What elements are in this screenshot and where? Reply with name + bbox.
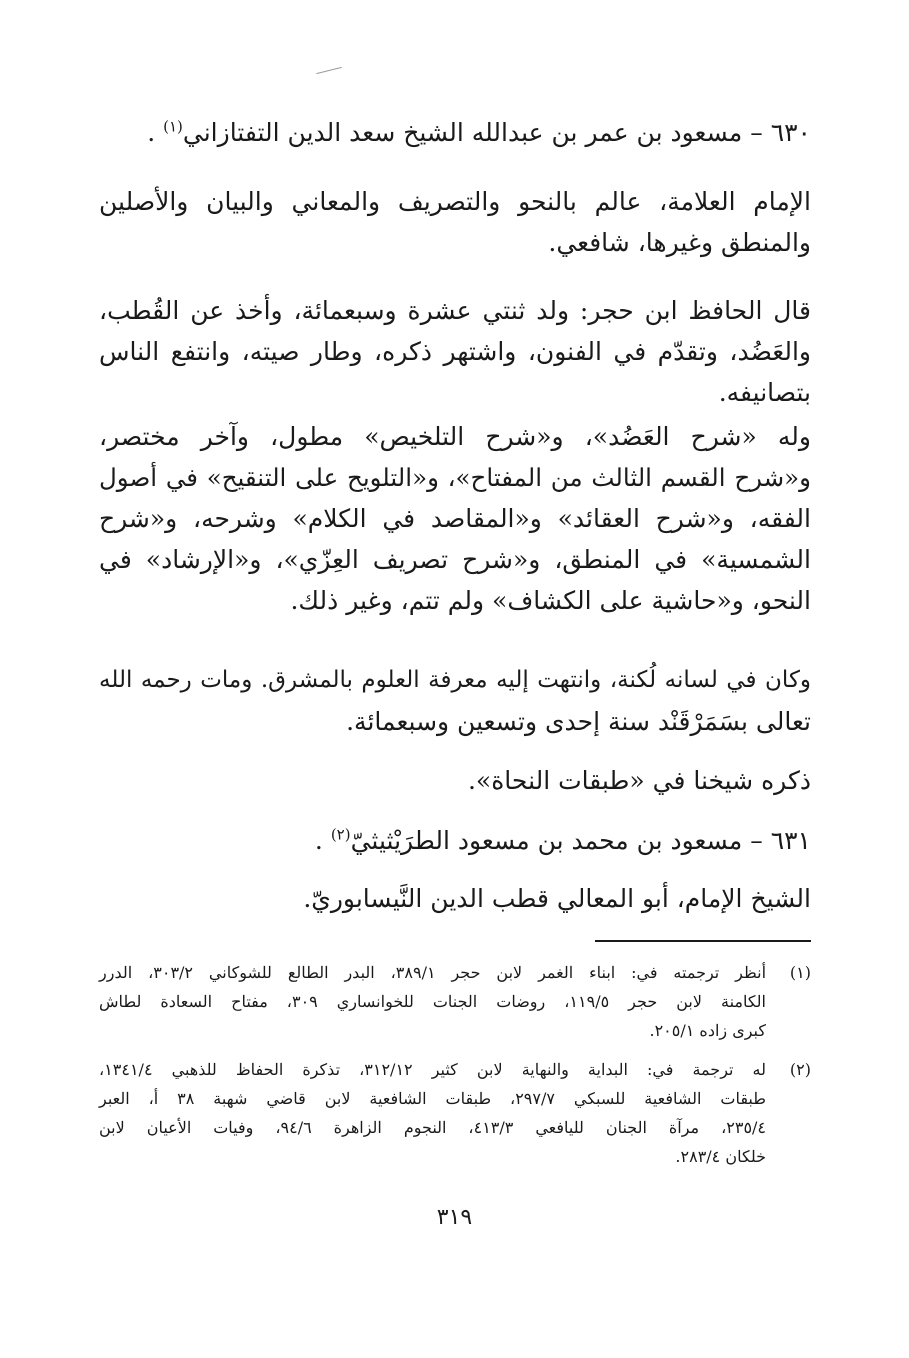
footnote-line: كبرى زاده ٢٠٥/١.: [649, 1021, 766, 1040]
footnote-ref-1[interactable]: (١): [163, 117, 183, 136]
footnote-line: له ترجمة في: البداية والنهاية لابن كثير ٣١٢/١٢، تذكرة الحفاظ للذهبي ١٣٤١/٤،: [99, 1060, 767, 1079]
paragraph-line: بتصانيفه.: [718, 378, 811, 407]
entry-heading-630: [99, 112, 811, 153]
paragraph-line: الإمام العلامة، عالم بالنحو والتصريف والمعاني والبيان والأصلين: [99, 187, 811, 216]
entry-heading-631: [99, 820, 811, 861]
footnote-body: [99, 1055, 766, 1171]
paragraph-line: والعَضُد، وتقدّم في الفنون، واشتهر ذكره، وطار صيته، وانتفع الناس: [99, 337, 811, 366]
paragraph-death: [99, 660, 811, 742]
paragraph-line: وله «شرح العَضُد»، و«شرح التلخيص» مطول، وآخر مختصر،: [99, 422, 811, 451]
footnote-ref-2[interactable]: (٢): [330, 825, 351, 844]
footnote-2: [99, 1055, 811, 1171]
footnote-number: (٢): [789, 1060, 811, 1079]
entry-heading-630-text: ٦٣٠ – مسعود بن عمر بن عبدالله الشيخ سعد الدين التفتازاني: [182, 118, 811, 147]
footnote-separator: [595, 940, 811, 942]
footnote-number: (١): [789, 963, 811, 982]
entry-heading-631-text: ٦٣١ – مسعود بن محمد بن مسعود الطرَيْثيثيّ: [350, 826, 811, 855]
paragraph-line: ذكره شيخنا في «طبقات النحاة».: [467, 766, 811, 795]
paragraph-line: الشيخ الإمام، أبو المعالي قطب الدين النَّيسابوريّ.: [303, 884, 811, 913]
paragraph-works: [99, 416, 811, 621]
paragraph-line: النحو، و«حاشية على الكشاف» ولم تتم، وغير ذلك.: [290, 586, 811, 615]
paragraph-description: [99, 181, 811, 263]
paragraph-ibn-hajar: [99, 290, 811, 413]
footnote-line: أنظر ترجمته في: ابناء الغمر لابن حجر ٣٨٩/١، البدر الطالع للشوكاني ٣٠٣/٢، الدرر: [99, 963, 767, 982]
paragraph-source: [99, 760, 811, 801]
paragraph-line: الشمسية» في المنطق، و«شرح تصريف العِزّي»، و«الإرشاد» في: [99, 545, 811, 574]
paragraph-line: قال الحافظ ابن حجر: ولد ثنتي عشرة وسبعمائة، وأخذ عن القُطب،: [99, 296, 811, 325]
footnote-line: خلكان ٢٨٣/٤.: [675, 1147, 766, 1166]
paragraph-line: والمنطق وغيرها، شافعي.: [548, 228, 811, 257]
paragraph-line: تعالى بسَمَرْقَنْد سنة إحدى وتسعين وسبعمائة.: [346, 707, 811, 736]
page-number: ٣١٩: [436, 1205, 473, 1230]
paragraph-631: [99, 878, 811, 919]
footnote-1: [99, 958, 811, 1045]
footnote-line: الكامنة لابن حجر ١١٩/٥، روضات الجنات للخوانساري ٣٠٩، مفتاح السعادة لطاش: [99, 992, 766, 1011]
heading-631-period: .: [314, 826, 323, 855]
footnote-line: ٢٣٥/٤، مرآة الجنان لليافعي ٤١٣/٣، النجوم الزاهرة ٩٤/٦، وفيات الأعيان لابن: [99, 1118, 767, 1137]
paragraph-line: و«شرح القسم الثالث من المفتاح»، و«التلويح على التنقيح» في أصول: [99, 463, 811, 492]
footnote-line: طبقات الشافعية للسبكي ٢٩٧/٧، طبقات الشافعية لابن قاضي شهبة ٣٨ أ، العبر: [99, 1089, 766, 1108]
footnote-body: [99, 958, 766, 1045]
scan-mark: [316, 67, 341, 74]
paragraph-line: الفقه، و«شرح العقائد» و«المقاصد في الكلام» وشرحه، و«شرح: [99, 504, 811, 533]
heading-630-period: .: [147, 118, 156, 147]
paragraph-line: وكان في لسانه لُكنة، وانتهت إليه معرفة العلوم بالمشرق. ومات رحمه الله: [99, 667, 811, 693]
